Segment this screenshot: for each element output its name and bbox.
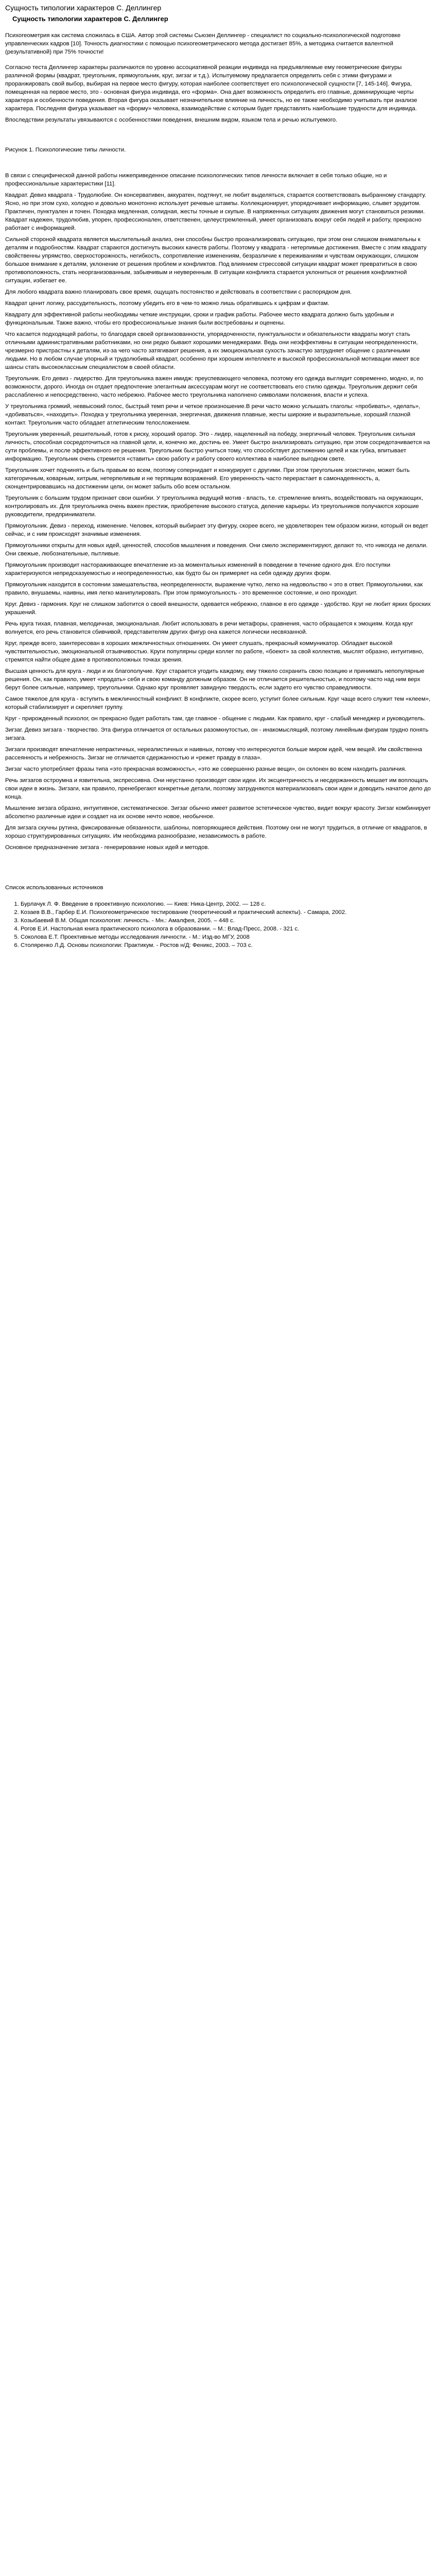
paragraph: Круг - прирожденный психолог, он прекрасно будет работать там, где главное - общение с людьми. Как правило, круг - слабый менеджер и руководитель. (5, 716, 426, 722)
sources-list (5, 900, 431, 950)
paragraph: Квадрат ценит логику, рассудительность, поэтому убедить его в чем-то можно лишь обратившись к цифрам и фактам. (5, 300, 329, 307)
paragraph: Круг, прежде всего, заинтересован в хороших межличностных отношениях. Он умеет слушать, прекрасный коммуникатор. Обладает высокой чувствительностью, эмоциональной отзывчивостью. Круги популярны среди коллег по работе, «боеют» за свой коллектив, мыслят образно, интуитивно, стремятся найти общее даже в противоположных точках зрения. (5, 640, 424, 663)
list-item: 5. Соколова Е.Т. Проективные методы исследования личности. - М.: Изд-во МГУ, 2008 (21, 933, 431, 941)
paragraph: Треугольник уверенный, решительный, готов к риску, хороший оратор. Это - лидер, нацеленный на победу, энергичный человек. Треугольник сильная личность, способная сосредоточиться на главной цели, и, конечно же, достичь ее. Умеет быстро анализировать ситуацию, при этом сосредотачивается на сути проблемы, и после эффективного ее решения. Треугольник быстро учиться тому, что способствует достижению целей и как губка, впитывает информацию. Треугольник очень стремится «ставить» свою работу и работу своего коллектива в наиболее выгодном свете. (5, 431, 430, 462)
list-item: 3. Козыбаевий В.М. Общая психология: личность. - Мн.: Амалфея, 2005. – 448 с. (21, 917, 431, 925)
paragraph: Основное предназначение зигзага - генерирование новых идей и методов. (5, 844, 210, 851)
paragraph: Психогеометрия как система сложилась в США. Автор этой системы Сьюзен Деллингер - специалист по социально-психологической подготовке управленческих кадров [10]. Точность диагностики с помощью психогеометрического метода достигает 85%, а методика считается валентной (результативной) при 75% точности! (5, 32, 401, 55)
list-item: 4. Рогов Е.И. Настольная книга практического психолога в образовании. – М.: Влад-Пресс, 2008. - 321 с. (21, 925, 431, 933)
paragraph: У треугольника громкий, неввысокий голос, быстрый темп речи и четкое произношение.В речи часто можно услышать глаголы: «пробивать», «делать», «добиваться», «находить». Походка у треугольника уверенная, энергичная, движения плавные, жесты широкие и выразительные, хороший глазной контакт. Треугольник часто обладает атлетическим телосложением. (5, 403, 421, 426)
paragraph: Зигзаг. Девиз зигзага - творчество. Эта фигура отличается от остальных разомкнутостью, он - инакомыслящий, поэтому линейным фигурам трудно понять зигзага. (5, 727, 429, 741)
paragraph: Треугольник с большим трудом признает свои ошибки. У треугольника ведущий мотив - власть, т.е. стремление влиять, воздействовать на окружающих, контролировать их. Для треугольника очень важен престиж, приобретение высокого статуса, деление карьеры. Из треугольников получаются хорошие руководители, предприниматели. (5, 495, 423, 518)
list-item: 2. Козаев В.В., Гарбер Е.И. Психогеометрическое тестирование (теоретический и практический аспекты). - Самара, 2002. (21, 908, 431, 917)
list-item: 6. Столяренко Л.Д. Основы психологии: Практикум. - Ростов н/Д: Феникс, 2003. – 703 с. (21, 941, 431, 950)
paragraph: Мышление зигзага образно, интуитивное, систематическое. Зигзаг обычно имеет развитое эстетическое чувство, видит вокруг красоту. Зигзаг комбинирует абсолютно различные идеи и создает на их основе нечто новое, необычное. (5, 805, 431, 820)
paragraph: Самое тяжелое для круга - вступить в межличностный конфликт. В конфликте, скорее всего, уступит более сильным. Круг чаще всего служит тем «клеем», который стабилизирует и скрепляет группу. (5, 696, 431, 710)
paragraph: Квадрату для эффективной работы необходимы четкие инструкции, сроки и график работы. Рабочее место квадрата должно быть удобным и функциональным. Также важно, чтобы его профессиональные знания были востребованы и оценены. (5, 312, 394, 326)
page-title: Сущность типологии характеров С. Деллингер (5, 4, 162, 12)
paragraph: Прямоугольники открыты для новых идей, ценностей, способов мышления и поведения. Они смело экспериментируют, делают то, что никогда не делали. Они свежые, любознательные, пытливые. (5, 543, 428, 557)
paragraph: Что касается подходящей работы, то благодаря своей организованности, упорядоченности, пунктуальности и обязательности квадраты могут стать отличными административными работниками, но они редко бывают хорошими менеджерами. Ведь они неэффективны в ситуации неопределенности, чрезмерно пристрастны к деталям, из-за чего часто затягивают решения, а их эмоциональная сухость зачастую затрудняет общение с различными людьми. Но в любом случае упорный и трудолюбивый квадрат, особенно при хорошем интеллекте и высокой профессиональной мотивации имеет все шансы стать высококлассным специалистом в своей области. (5, 331, 420, 370)
paragraph: Квадрат. Девиз квадрата - Трудолюбие. Он консервативен, аккуратен, подтянут, не любит выделяться, старается соответствовать выбранному стандарту. Ясно, но при этом сухо, холодно и довольно монотонно использует речевые штампы. Коллекционирует, упорядочивает информацию, слывет эрудитом. Практичен, пунктуален и точен. Походка медленная, солидная, жесты точные и скупые. В напряженных ситуациях движения могут становиться резкими. Квадрат надежен, трудолюбив, упорен, профессионален, ответственен, целеустремленный, умеет организовать вокруг себя людей и работу, прекрасно работает с информацией. (5, 192, 426, 231)
paragraph: Круг. Девиз - гармония. Круг не слишком заботится о своей внешности, одевается небрежно, главное в его одежде - удобство. Круг не любит ярких броских украшений. (5, 601, 431, 616)
paragraph: Для зигзага скучны рутина, фиксированные обязанности, шаблоны, повторяющиеся действия. Поэтому они не могут трудиться, в отличие от квадратов, в хорошо структурированных ситуациях. Им необходима разнообразие, независимость в работе. (5, 825, 427, 839)
list-item: 1. Бурлачук Л. Ф. Введение в проективную психологию. — Киев: Ника-Центр, 2002. — 128 с. (21, 900, 431, 908)
paragraph: Прямоугольник находится в состоянии замешательства, неопределенности, выражение чутко, легко на недовольство « это в ответ. Прямоугольники, как правило, внушаемы, наивны, имя легко манипулировать. При этом прямоугольность - это временное состояние, и оно проходит. (5, 582, 423, 596)
sources-heading: Список использованных источников (5, 885, 103, 891)
paragraph: Зигзаг часто употребляет фразы типа «это прекрасная возможность», «это же совершенно разные вещи», он склонен во всем находить различия. (5, 766, 407, 772)
paragraph: Прямоугольник. Девиз - переход, изменение. Человек, который выбирает эту фигуру, скорее всего, не удовлетворен тем образом жизни, который он ведет сейчас, и с ним происходят значимые изменения. (5, 523, 428, 537)
paragraph: Для любого квадрата важно планировать свое время, ощущать постоянство и действовать в соответствии с распорядком дня. (5, 289, 352, 295)
paragraph: Впоследствии результаты увязываются с особенностями поведения, внешним видом, языком тела и речью испытуемого. (5, 117, 338, 123)
paragraph: Речь зигзагов остроумна и язвительна, экспрессивна. Они неустанно производят свои идеи. Их эксцентричность и несдержанность мешает им воплощать свои идеи в жизнь. Зигзаги, как правило, пренебрегают конкретные детали, поэтому затрудняются материализовать свои идеи и доводить начатое дело до конца. (5, 777, 431, 800)
paragraph: Высшая ценность для круга - люди и их благополучие. Круг старается угодить каждому, ему тяжело сохранить свою позицию и принимать непопулярные решения. Он, как правило, умеет «продать» себя и свою команду должным образом. Он не отличается решительностью, и поэтому часто над ним верх берут более сильные, например, треугольники. Однако круг проявляет завидную твердость, если задето его чувство справедливости. (5, 668, 425, 691)
paragraph: Зигзаги производят впечатление непрактичных, нереалистичных и наивных, потому что интересуются больше миром идей, чем вещей. Им свойственна рассеянность и небрежность. Зигзаг не отличается сдержанностью и «режет правду в глаза». (5, 747, 422, 761)
figure-caption: Рисунок 1. Психологические типы личности. (5, 147, 126, 153)
paragraph: Сильной стороной квадрата является мыслительный анализ, они способны быстро проанализировать ситуацию, при этом они слишком внимательны к деталям и подробностям. Квадрат стараются достигнуть высоких качеств работы. Поэтому у квадрата - нетерпимые достижения. Вместе с этим квадрату свойственны упрямство, сверхосторожность, негибкость, сопротивление изменениям, безразличие к переживаниям и чувствам окружающих, слишком большое внимание к деталям, уклонение от решения проблем и конфликтов. Под влиянием стрессовой ситуации квадрат может превратиться в свою противоположность, стать неорганизованным, забывчивым и неуверенным. В ситуации конфликта старается уклониться от решения конфликтной ситуации, избегает ее. (5, 236, 427, 284)
paragraph: Прямоугольник производит настораживающее впечатление из-за моментальных изменений в поведении в течение одного дня. Его поступки характеризуются непредсказуемостью и неопределенностью, как будто бы он примеряет на себя одежду других форм. (5, 562, 391, 577)
paragraph: Треугольник хочет подчинять и быть правым во всем, поэтому сопернидает и конкурирует с другими. При этом треугольник эгоистичен, может быть категоричным, коварным, хитрым, нетерпеливым и не терпящим возражений. Его уверенность часто перерастает в самонадеянность, а, сконцентрировавшись на достижении цели, он может забыть обо всем остальном. (5, 467, 410, 490)
paragraph: Согласно теста Деллингер характеры различаются по уровню ассоциативной реакции индивида на предъявляемые ему геометрические фигуры различной формы (квадрат, треугольник, прямоугольник, круг, зигзаг и т.д.). Испытуемому предлагается определить себя с этими фигурами и проранжировать свой выбор, выбирая на первое место фигуру, которая наиболее соответствует его психологической сущности [7, 145-146]. Фигура, помещенная на первое место, это - основная фигура индивида, его «форма». Она дает возможность определить его главные, доминирующие черты характера и особенности поведения. Вторая фигура оказывает незначительное влияние на личность, но ее также необходимо учитывать при анализе характера. Последняя фигура указывает на «форму» человека, взаимодействие с которым будет представлять наибольшие трудности для индивида. (5, 64, 417, 112)
paragraph: В связи с специфической данной работы нижеприведенное описание психологических типов личности включает в себя только общие, но и профессиональные характеристики [11]. (5, 173, 387, 187)
paragraph: Треугольник. Его девиз - лидерство. Для треугольника важен имидж: преуспевающего человека, поэтому его одежда выглядит современно, модно, и, по возможности, дорого. Иногда он отдает предпочтение элегантным аксессуарам могут не соответствовать его стилю одежды. Треугольник держит себя расслабленно и непосредственно, часто небрежно. Рабочее место треугольника наполнено символами положения, власти и успеха. (5, 376, 424, 398)
article-subtitle: Сущность типологии характеров С. Деллингер (12, 15, 168, 23)
document-page (0, 3, 436, 2576)
paragraph: Речь круга тихая, плавная, мелодичная, эмоциональная. Любит использовать в речи метафоры, сравнения, часто обращается к эмоциям. Когда круг волнуется, его речь становится сбивчивой, представителям других фигур она кажется логически несвязанной. (5, 621, 413, 635)
